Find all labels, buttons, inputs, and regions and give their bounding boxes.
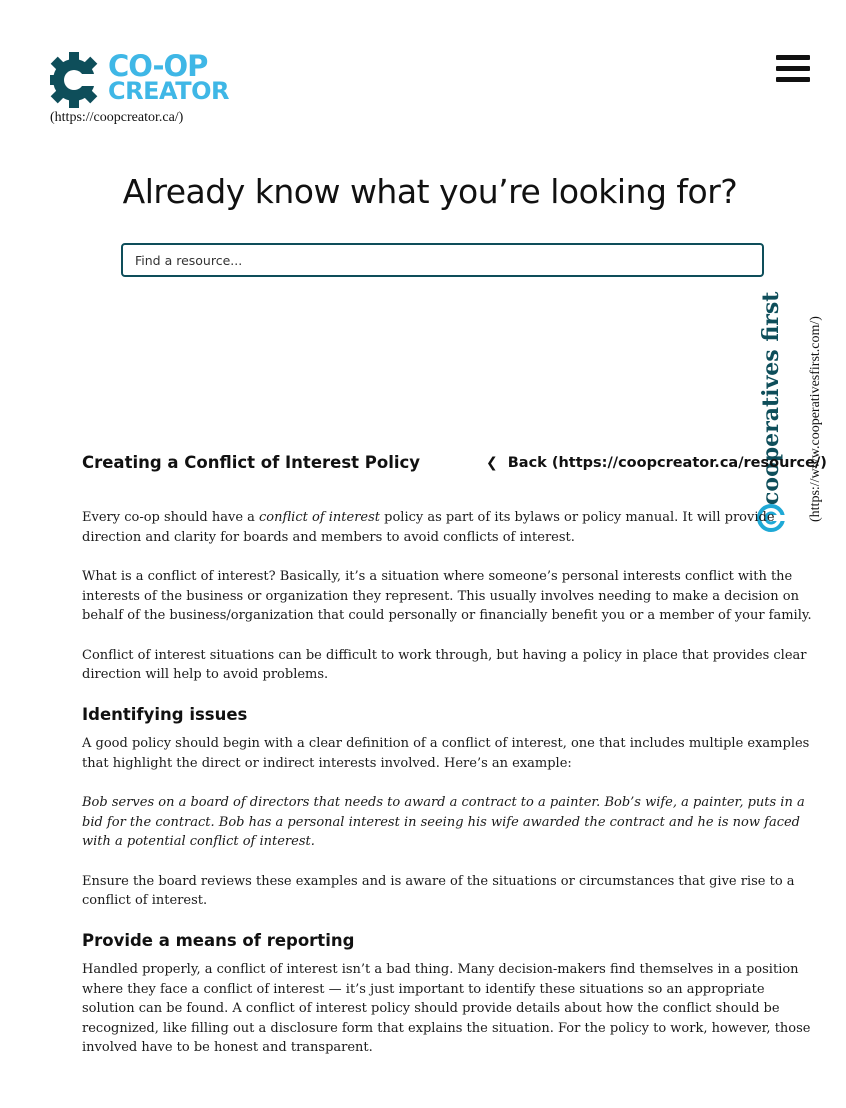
paragraph-good-policy: A good policy should begin with a clear definition of a conflict of interest, one that includes multiple examples that highlight the direct or indirect interests involved. Here’s an example: — [82, 736, 810, 771]
logo-line-2: CREATOR — [108, 77, 229, 105]
back-link-label: Back (https://coopcreator.ca/resource/) — [507, 455, 827, 471]
search-input[interactable] — [121, 243, 764, 277]
paragraph-example: Bob serves on a board of directors that needs to award a contract to a painter. Bob’s wife, a painter, puts in a bid for the contract. Bob has a personal interest in seeing his wife awarded the contract and he is now faced with a potential conflict of interest. — [82, 795, 805, 849]
chevron-left-icon: ❮ — [486, 455, 498, 471]
paragraph-board-review: Ensure the board reviews these examples and is aware of the situations or circumstances that give rise to a conflict of interest. — [82, 873, 795, 908]
hamburger-icon[interactable] — [776, 55, 810, 85]
article-body — [82, 508, 812, 1078]
heading-identifying-issues: Identifying issues — [82, 704, 248, 724]
back-link[interactable] — [486, 455, 827, 471]
paragraph-intro: Every co-op should have a conflict of interest policy as part of its bylaws or policy manual. It will provide direction and clarity for boards and members to avoid conflicts of interest. — [82, 510, 775, 545]
coop-creator-logo[interactable] — [50, 50, 240, 110]
page-title: Creating a Conflict of Interest Policy — [82, 453, 421, 472]
logo-line-1: CO-OP — [108, 49, 208, 83]
cooperatives-first-badge[interactable] — [756, 290, 826, 540]
logo-url[interactable]: (https://coopcreator.ca/) — [50, 110, 184, 125]
paragraph-handled-properly: Handled properly, a conflict of interest isn’t a bad thing. Many decision-makers find themselves in a position where they face a conflict of interest — it’s just important to identify these situations so an appropriate solution can be found. A conflict of interest policy should provide details about how the conflict should be recognized, like filling out a disclosure form that explains the situation. For the policy to work, however, those involved have to be honest and transparent. — [82, 962, 811, 1055]
paragraph-definition: What is a conflict of interest? Basically, it’s a situation where someone’s personal interests conflict with the interests of the business or organization they represent. This usually involves needing to make a decision on behalf of the business/organization that could personally or financially benefit you or a member of your family. — [82, 569, 812, 623]
heading-reporting: Provide a means of reporting — [82, 930, 355, 950]
cooperatives-first-brand: cooperatives first — [758, 291, 784, 505]
cooperatives-first-url[interactable]: (https://www.cooperativesfirst.com/) — [808, 316, 823, 522]
gear-icon — [50, 50, 100, 110]
paragraph-situations: Conflict of interest situations can be difficult to work through, but having a policy in place that provides clear direction will help to avoid problems. — [82, 647, 807, 682]
hero-title: Already know what you’re looking for? — [122, 172, 738, 211]
